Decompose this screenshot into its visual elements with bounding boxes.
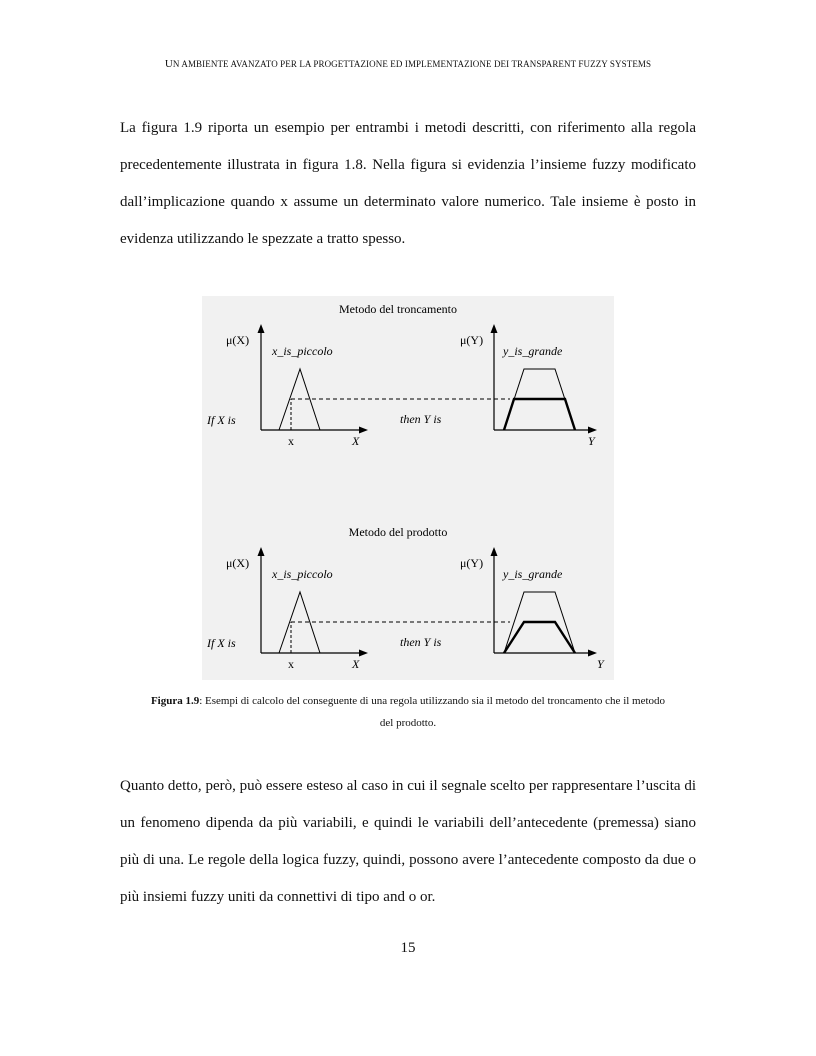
panel-1-right-x-arrow [588,427,597,434]
figure-1-9 [202,296,614,680]
running-header-text: N AMBIENTE AVANZATO PER LA PROGETTAZIONE ED IMPLEMENTAZIONE DEI TRANSPARENT FUZZY SYSTEMS [172,59,652,69]
panel-1-x-set-label: x_is_piccolo [272,344,333,358]
panel-2-right-x-arrow [588,650,597,657]
panel-1-y-set-label: y_is_grande [503,344,563,358]
panel-2-then-label: then Y is [400,635,442,649]
caption-label: Figura 1.9 [150,695,200,707]
panel-2-mu-y-label: μ(Y) [460,556,484,570]
running-header-initial: U [164,58,173,70]
page-number: 15 [400,940,416,956]
panel-1-mu-x-label: μ(X) [226,333,250,347]
panel-2-x-axis-label: X [352,657,360,671]
panel-truncation [206,302,597,448]
panel-1-then-label: then Y is [400,412,442,426]
panel-1-x-value-label: x [288,434,294,448]
panel-2-if-label: If X is [207,636,236,650]
panel-2-x-set-label: x_is_piccolo [272,567,333,581]
running-header [0,58,816,70]
panel-1-left-y-arrow [258,324,265,333]
body-paragraph-1: La figura 1.9 riporta un esempio per entrambi i metodi descritti, con riferimento alla regola precedentemente illustrata in figura 1.8. Nella figura si evidenzia l’insieme fuzzy modificato dall’implicazione quando x assume un determinato valore numerico. Tale insieme è posto in evidenza utilizzando le spezzate a tratto spesso. [120,120,696,247]
panel-1-right-y-arrow [491,324,498,333]
panel-2-y-axis-label: Y [597,657,604,671]
panel-1-if-label: If X is [207,413,236,427]
figure-caption [150,690,666,734]
panel-product [206,525,605,671]
panel-1-y-axis-label: Y [588,434,595,448]
caption-text: : Esempi di calcolo del conseguente di una regola utilizzando sia il metodo del troncamento che il metodo del prodotto. [199,695,666,729]
panel-2-y-set-label: y_is_grande [503,567,563,581]
panel-2-title: Metodo del prodotto [348,525,448,539]
fuzzy-implication-diagram [202,296,614,680]
panel-2-scaled-set [504,622,575,653]
panel-2-left-y-arrow [258,547,265,556]
panel-2-right-y-arrow [491,547,498,556]
panel-1-mu-y-label: μ(Y) [460,333,484,347]
panel-2-x-value-label: x [288,657,294,671]
panel-2-mu-x-label: μ(X) [226,556,250,570]
body-paragraph-2: Quanto detto, però, può essere esteso al caso in cui il segnale scelto per rappresentare l’uscita di un fenomeno dipenda da più variabili, e quindi le variabili dell’antecedente (premessa) siano più di una. Le regole della logica fuzzy, quindi, possono avere l’antecedente composto da due o più insiemi fuzzy uniti da connettivi di tipo and o or. [120,778,696,905]
panel-2-left-x-arrow [359,650,368,657]
panel-1-left-x-arrow [359,427,368,434]
panel-1-x-axis-label: X [352,434,360,448]
panel-1-truncated-set [504,399,575,430]
panel-1-title: Metodo del troncamento [339,302,457,316]
